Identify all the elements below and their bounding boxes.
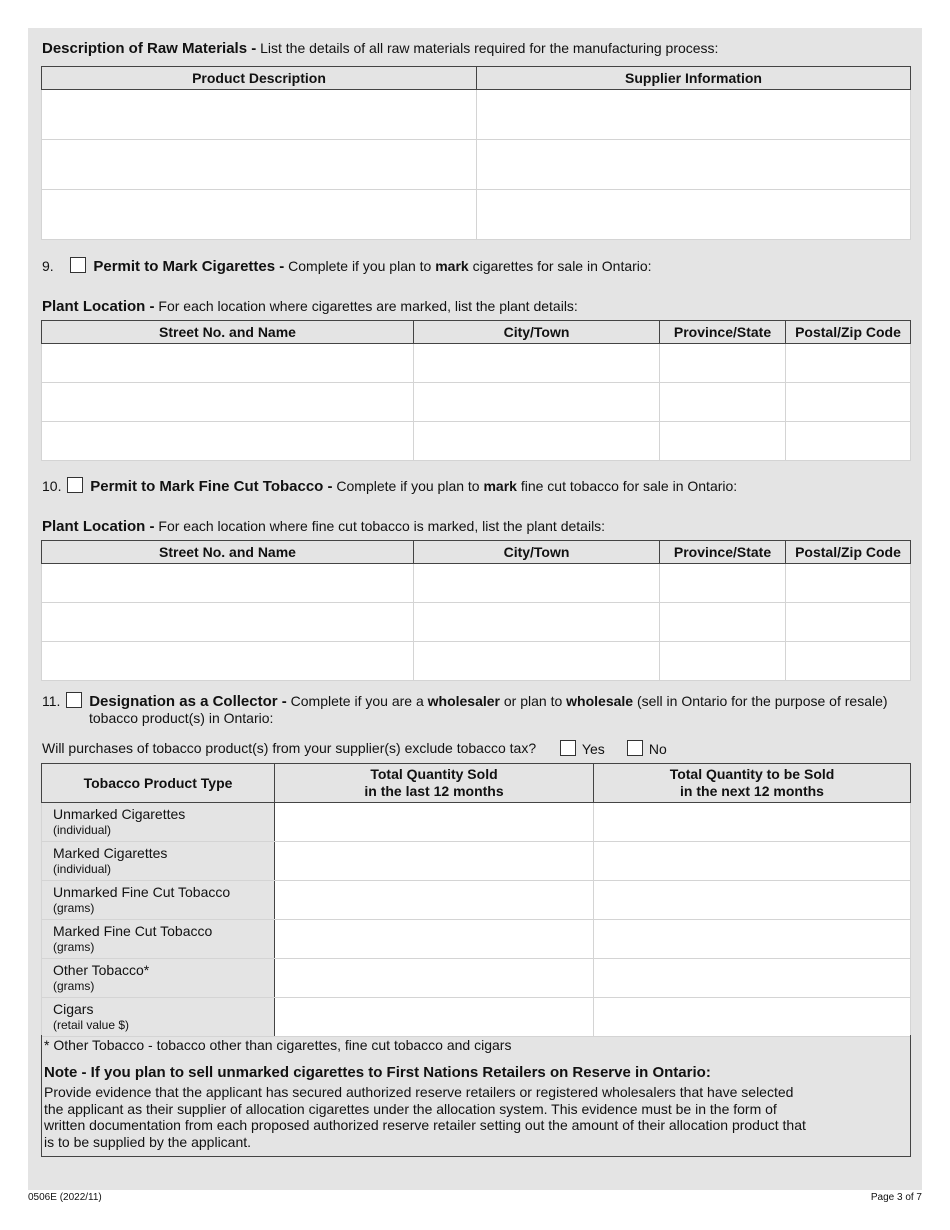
product-name: Unmarked Fine Cut Tobacco bbox=[53, 884, 231, 900]
tobacco-quantity-table bbox=[41, 763, 911, 1037]
section10-plant-text: For each location where fine cut tobacco is marked, list the plant details: bbox=[158, 518, 606, 534]
product-type-cell bbox=[42, 803, 275, 842]
product-description-cell[interactable] bbox=[42, 190, 477, 240]
raw-materials-text: List the details of all raw materials required for the manufacturing process: bbox=[260, 40, 719, 56]
section11-checkbox[interactable] bbox=[66, 692, 82, 708]
table-row bbox=[42, 803, 911, 842]
postal-cell[interactable] bbox=[786, 383, 911, 422]
section11-number: 11. bbox=[42, 693, 61, 709]
city-cell[interactable] bbox=[414, 603, 660, 642]
quantity-last-12-cell[interactable] bbox=[275, 920, 594, 959]
province-cell[interactable] bbox=[660, 642, 786, 681]
supplier-information-cell[interactable] bbox=[477, 140, 911, 190]
product-name: Marked Fine Cut Tobacco bbox=[53, 923, 213, 939]
postal-cell[interactable] bbox=[786, 564, 911, 603]
city-cell[interactable] bbox=[414, 422, 660, 461]
col-supplier-information: Supplier Information bbox=[477, 67, 911, 90]
section10-checkbox[interactable] bbox=[67, 477, 83, 493]
section10-header bbox=[42, 477, 737, 495]
table-row bbox=[42, 881, 911, 920]
province-cell[interactable] bbox=[660, 344, 786, 383]
postal-cell[interactable] bbox=[786, 344, 911, 383]
province-cell[interactable] bbox=[660, 564, 786, 603]
quantity-next-12-cell[interactable] bbox=[594, 842, 911, 881]
product-type-cell bbox=[42, 842, 275, 881]
product-type-cell bbox=[42, 920, 275, 959]
col-street: Street No. and Name bbox=[42, 321, 414, 344]
product-name: Cigars bbox=[53, 1001, 94, 1017]
raw-materials-intro bbox=[42, 40, 718, 57]
col-product-description: Product Description bbox=[42, 67, 477, 90]
quantity-next-12-cell[interactable] bbox=[594, 959, 911, 998]
product-type-cell bbox=[42, 881, 275, 920]
col-postal: Postal/Zip Code bbox=[786, 321, 911, 344]
col-street: Street No. and Name bbox=[42, 541, 414, 564]
product-description-cell[interactable] bbox=[42, 140, 477, 190]
street-cell[interactable] bbox=[42, 383, 414, 422]
tax-no-option[interactable] bbox=[627, 740, 667, 757]
note-line: written documentation from each proposed authorized reserve retailer setting out the amount of their allocation product that bbox=[44, 1117, 806, 1133]
section9-text-after: cigarettes for sale in Ontario: bbox=[472, 258, 652, 274]
section10-text-bold: mark bbox=[483, 478, 517, 494]
product-unit: (individual) bbox=[53, 823, 112, 837]
no-checkbox[interactable] bbox=[627, 740, 643, 756]
section10-text-before: Complete if you plan to bbox=[336, 478, 480, 494]
note-line: Provide evidence that the applicant has secured authorized reserve retailers or registered wholesalers that have selected bbox=[44, 1084, 794, 1100]
yes-checkbox[interactable] bbox=[560, 740, 576, 756]
province-cell[interactable] bbox=[660, 603, 786, 642]
section10-plant-table bbox=[41, 540, 911, 681]
supplier-information-cell[interactable] bbox=[477, 190, 911, 240]
section9-plant-table bbox=[41, 320, 911, 461]
section10-title: Permit to Mark Fine Cut Tobacco - bbox=[90, 478, 333, 495]
col-postal: Postal/Zip Code bbox=[786, 541, 911, 564]
section11-text1: Complete if you are a bbox=[290, 693, 424, 709]
street-cell[interactable] bbox=[42, 422, 414, 461]
col-quantity-next-12-line1: Total Quantity to be Sold bbox=[669, 766, 835, 782]
city-cell[interactable] bbox=[414, 344, 660, 383]
table-row bbox=[42, 920, 911, 959]
col-quantity-last-12-line2: in the last 12 months bbox=[364, 783, 504, 799]
table-row bbox=[42, 842, 911, 881]
footnote: * Other Tobacco - tobacco other than cigarettes, fine cut tobacco and cigars bbox=[44, 1037, 512, 1053]
section9-title: Permit to Mark Cigarettes - bbox=[93, 258, 285, 275]
city-cell[interactable] bbox=[414, 642, 660, 681]
note-box bbox=[41, 1035, 911, 1157]
product-rows bbox=[42, 803, 911, 1037]
tax-question: Will purchases of tobacco product(s) from your supplier(s) exclude tobacco tax? bbox=[42, 740, 537, 756]
section10-text-after: fine cut tobacco for sale in Ontario: bbox=[520, 478, 738, 494]
quantity-next-12-cell[interactable] bbox=[594, 881, 911, 920]
raw-materials-heading: Description of Raw Materials - bbox=[42, 40, 257, 57]
section9-plant-heading: Plant Location - bbox=[42, 298, 155, 315]
section9-text-before: Complete if you plan to bbox=[288, 258, 432, 274]
col-province: Province/State bbox=[660, 321, 786, 344]
col-quantity-last-12-line1: Total Quantity Sold bbox=[370, 766, 498, 782]
col-quantity-next-12-line2: in the next 12 months bbox=[680, 783, 824, 799]
street-cell[interactable] bbox=[42, 603, 414, 642]
section11-header bbox=[42, 692, 888, 710]
quantity-last-12-cell[interactable] bbox=[275, 842, 594, 881]
quantity-last-12-cell[interactable] bbox=[275, 881, 594, 920]
product-unit: (grams) bbox=[53, 901, 95, 915]
quantity-last-12-cell[interactable] bbox=[275, 959, 594, 998]
postal-cell[interactable] bbox=[786, 422, 911, 461]
quantity-next-12-cell[interactable] bbox=[594, 998, 911, 1037]
postal-cell[interactable] bbox=[786, 603, 911, 642]
section9-number: 9. bbox=[42, 258, 54, 274]
section11-title: Designation as a Collector - bbox=[89, 693, 287, 710]
product-name: Other Tobacco* bbox=[53, 962, 150, 978]
note-title: Note - If you plan to sell unmarked cigarettes to First Nations Retailers on Reserve in Ontario: bbox=[44, 1064, 711, 1081]
tax-yes-option[interactable] bbox=[560, 740, 605, 757]
section10-number: 10. bbox=[42, 478, 62, 494]
table-row bbox=[42, 959, 911, 998]
section11-text2: or plan to bbox=[503, 693, 563, 709]
section11-text3: (sell in Ontario for the purpose of resale) bbox=[636, 693, 888, 709]
raw-materials-table bbox=[41, 66, 911, 240]
product-description-cell[interactable] bbox=[42, 90, 477, 140]
col-province: Province/State bbox=[660, 541, 786, 564]
street-cell[interactable] bbox=[42, 642, 414, 681]
note-line: the applicant as their supplier of allocation cigarettes under the allocation system. This evidence must be in the form of bbox=[44, 1100, 777, 1117]
street-cell[interactable] bbox=[42, 564, 414, 603]
quantity-next-12-cell[interactable] bbox=[594, 920, 911, 959]
product-name: Unmarked Cigarettes bbox=[53, 806, 186, 822]
product-unit: (individual) bbox=[53, 862, 112, 876]
page-number: Page 3 of 7 bbox=[870, 1192, 922, 1203]
product-unit: (grams) bbox=[53, 940, 95, 954]
no-label: No bbox=[648, 741, 667, 757]
section9-plant-text: For each location where cigarettes are marked, list the plant details: bbox=[158, 298, 578, 314]
product-type-cell bbox=[42, 998, 275, 1037]
col-quantity-last-12 bbox=[275, 764, 594, 803]
section11-bold1: wholesaler bbox=[427, 693, 500, 709]
section9-text-bold: mark bbox=[435, 258, 469, 274]
col-tobacco-product-type: Tobacco Product Type bbox=[42, 764, 275, 803]
province-cell[interactable] bbox=[660, 383, 786, 422]
section11-bold2: wholesale bbox=[566, 693, 634, 709]
quantity-next-12-cell[interactable] bbox=[594, 803, 911, 842]
form-id: 0506E (2022/11) bbox=[28, 1192, 102, 1203]
section9-checkbox[interactable] bbox=[70, 257, 86, 273]
table-row bbox=[42, 998, 911, 1037]
city-cell[interactable] bbox=[414, 564, 660, 603]
province-cell[interactable] bbox=[660, 422, 786, 461]
postal-cell[interactable] bbox=[786, 642, 911, 681]
city-cell[interactable] bbox=[414, 383, 660, 422]
supplier-information-cell[interactable] bbox=[477, 90, 911, 140]
product-unit: (retail value $) bbox=[53, 1018, 130, 1032]
section10-plant-intro bbox=[42, 518, 605, 535]
col-city: City/Town bbox=[414, 541, 660, 564]
product-unit: (grams) bbox=[53, 979, 95, 993]
section9-header bbox=[42, 257, 652, 275]
quantity-last-12-cell[interactable] bbox=[275, 803, 594, 842]
product-name: Marked Cigarettes bbox=[53, 845, 168, 861]
col-quantity-next-12 bbox=[594, 764, 911, 803]
col-city: City/Town bbox=[414, 321, 660, 344]
section9-plant-intro bbox=[42, 298, 578, 315]
product-type-cell bbox=[42, 959, 275, 998]
yes-label: Yes bbox=[581, 741, 605, 757]
street-cell[interactable] bbox=[42, 344, 414, 383]
note-line: is to be supplied by the applicant. bbox=[44, 1133, 252, 1150]
note-body bbox=[44, 1084, 806, 1150]
section11-line2: tobacco product(s) in Ontario: bbox=[89, 710, 274, 726]
section10-plant-heading: Plant Location - bbox=[42, 518, 155, 535]
quantity-last-12-cell[interactable] bbox=[275, 998, 594, 1037]
